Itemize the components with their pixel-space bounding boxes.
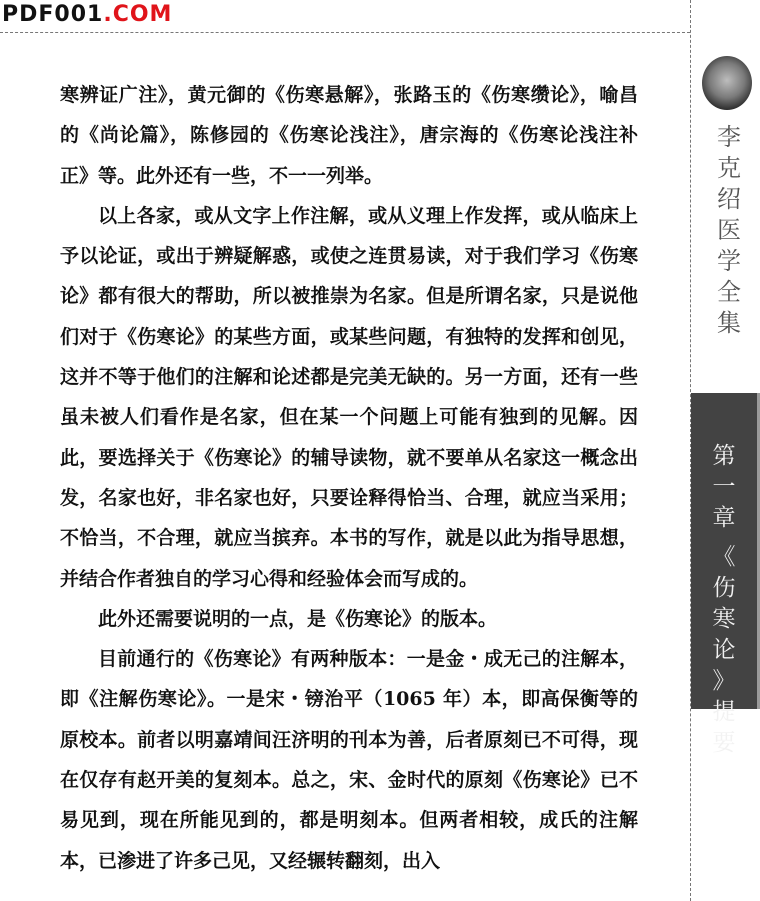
book-title-char: 克 xyxy=(717,154,741,182)
book-title-char: 全 xyxy=(717,278,741,306)
page-body xyxy=(60,75,638,881)
paragraph-continued: 寒辨证广注》，黄元御的《伤寒悬解》，张路玉的《伤寒缵论》，喻昌的《尚论篇》，陈修园的《伤寒论浅注》，唐宗海的《伤寒论浅注补正》等。此外还有一些，不一一列举。 xyxy=(60,84,638,187)
book-title-char: 李 xyxy=(717,123,741,151)
chapter-heading-gap xyxy=(691,534,757,542)
paragraph: 此外还需要说明的一点，是《伤寒论》的版本。 xyxy=(98,607,498,630)
chapter-label-char: 第 xyxy=(712,443,736,469)
book-title-char: 集 xyxy=(717,309,741,337)
chapter-title-char: 》 xyxy=(712,668,736,694)
chapter-title-char: 寒 xyxy=(712,606,736,632)
chapter-tab xyxy=(691,393,760,756)
watermark-text-red: .COM xyxy=(103,2,173,27)
author-portrait xyxy=(702,56,752,110)
chapter-label-char: 章 xyxy=(712,505,736,531)
paragraph: 目前通行的《伤寒论》有两种版本：一是金・成无己的注解本，即《注解伤寒论》。一是宋・镑治平（1065 年）本，即高保衡等的原校本。前者以明嘉靖间汪济明的刊本为善，后者原刻已不可得，现在仅存有赵开美的复刻本。总之，宋、金时代的原刻《伤寒论》已不易见到，现在所能见到的，都是明刻本。但两者相较，成氏的注解本，已渗进了许多己见，又经辗转翻刻，出入 xyxy=(60,648,638,872)
watermark-text-black: PDF001 xyxy=(2,2,104,27)
chapter-heading-vertical xyxy=(691,441,757,759)
book-title-char: 学 xyxy=(717,247,741,275)
chapter-title-char: 《 xyxy=(712,544,736,570)
book-title-vertical xyxy=(712,122,746,339)
chapter-title-char: 要 xyxy=(712,730,736,756)
book-title-char: 绍 xyxy=(717,185,741,213)
chapter-title-char: 论 xyxy=(712,637,736,663)
chapter-label-char: 一 xyxy=(712,474,736,500)
top-divider xyxy=(0,32,690,33)
watermark xyxy=(2,2,172,27)
chapter-title-char: 提 xyxy=(712,699,736,725)
paragraph: 以上各家，或从文字上作注解，或从义理上作发挥，或从临床上予以论证，或出于辨疑解惑，或使之连贯易读，对于我们学习《伤寒论》都有很大的帮助，所以被推崇为名家。但是所谓名家，只是说他们对于《伤寒论》的某些方面，或某些问题，有独特的发挥和创见，这并不等于他们的注解和论述都是完美无缺的。另一方面，还有一些虽未被人们看作是名家，但在某一个问题上可能有独到的见解。因此，要选择关于《伤寒论》的辅导读物，就不要单从名家这一概念出发，名家也好，非名家也好，只要诠释得恰当、合理，就应当采用；不恰当，不合理，就应当摈弃。本书的写作，就是以此为指导思想，并结合作者独自的学习心得和经验体会而写成的。 xyxy=(60,204,638,590)
chapter-title-char: 伤 xyxy=(712,575,736,601)
book-title-char: 医 xyxy=(717,216,741,244)
